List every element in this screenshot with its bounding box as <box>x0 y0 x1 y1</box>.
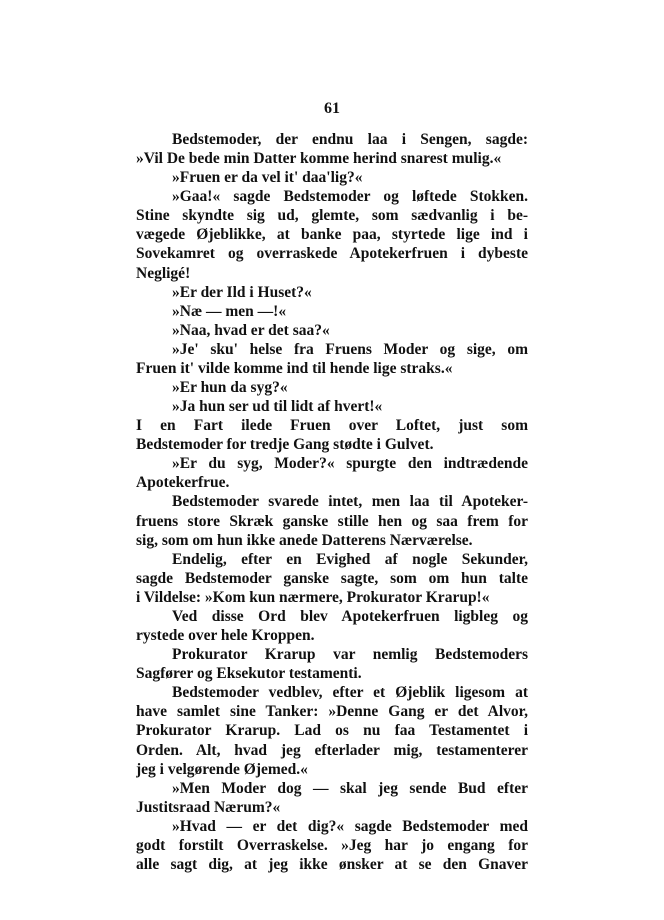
text-line: sig, som om hun ikke anede Datterens Nærværelse. <box>136 531 473 549</box>
text-line: »Fruen er da vel it' daa'lig?« <box>172 169 363 187</box>
text-line: »Je' sku' helse fra Fruens Moder og sige, om <box>172 340 528 358</box>
text-line: alle sagt dig, at jeg ikke ønsker at se den Gnaver <box>136 855 528 873</box>
text-line: »Er der Ild i Huset?« <box>172 283 312 301</box>
text-line: Prokurator Krarup. Lad os nu faa Testamentet i <box>136 722 528 740</box>
page-number: 61 <box>324 100 340 117</box>
text-line: »Gaa!« sagde Bedstemoder og løftede Stokken. <box>172 188 528 206</box>
text-line: Fruen it' vilde komme ind til hende lige straks.« <box>136 359 453 377</box>
text-line: have samlet sine Tanker: »Denne Gang er det Alvor, <box>136 703 528 721</box>
text-line: Negligé! <box>136 264 191 282</box>
text-line: »Naa, hvad er det saa?« <box>172 321 330 339</box>
text-line: Bedstemoder svarede intet, men laa til Apoteker- <box>172 493 528 511</box>
text-line: i Vildelse: »Kom kun nærmere, Prokurator Krarup!« <box>136 588 490 606</box>
text-line: »Hvad — er det dig?« sagde Bedstemoder med <box>172 817 528 835</box>
text-line: Apotekerfrue. <box>136 474 230 492</box>
text-line: »Ja hun ser ud til lidt af hvert!« <box>172 398 383 416</box>
text-line: Prokurator Krarup var nemlig Bedstemoders <box>172 646 528 664</box>
text-line: »Vil De bede min Datter komme herind snarest mulig.« <box>136 150 502 168</box>
text-line: Orden. Alt, hvad jeg efterlader mig, testamenterer <box>136 741 528 759</box>
text-line: »Er du syg, Moder?« spurgte den indtrædende <box>172 455 528 473</box>
text-line: rystede over hele Kroppen. <box>136 627 315 645</box>
text-line: »Men Moder dog — skal jeg sende Bud efter <box>172 779 528 797</box>
text-line: Sagfører og Eksekutor testamenti. <box>136 665 362 683</box>
text-line: I en Fart ilede Fruen over Loftet, just som <box>136 417 528 435</box>
text-line: Stine skyndte sig ud, glemte, som sædvanlig i be- <box>136 207 528 225</box>
text-line: jeg i velgørende Øjemed.« <box>136 760 308 778</box>
text-line: Justitsraad Nærum?« <box>136 798 281 816</box>
text-line: »Er hun da syg?« <box>172 379 288 397</box>
text-line: Ved disse Ord blev Apotekerfruen ligbleg og <box>172 607 528 625</box>
text-line: vægede Øjeblikke, at banke paa, styrtede lige ind i <box>136 226 528 244</box>
text-line: Bedstemoder for tredje Gang stødte i Gulvet. <box>136 436 434 454</box>
text-line: fruens store Skræk ganske stille hen og saa frem for <box>136 512 528 530</box>
text-line: godt forstilt Overraskelse. »Jeg har jo engang for <box>136 836 528 854</box>
text-line: »Næ — men —!« <box>172 302 287 320</box>
text-line: Bedstemoder, der endnu laa i Sengen, sagde: <box>172 131 528 148</box>
text-line: sagde Bedstemoder ganske sagte, som om hun talte <box>136 569 528 587</box>
text-line: Bedstemoder vedblev, efter et Øjeblik ligesom at <box>172 684 528 702</box>
text-line: Sovekamret og overraskede Apotekerfruen i dybeste <box>136 245 528 263</box>
body-text <box>136 130 528 874</box>
text-line: Endelig, efter en Evighed af nogle Sekunder, <box>172 550 528 568</box>
